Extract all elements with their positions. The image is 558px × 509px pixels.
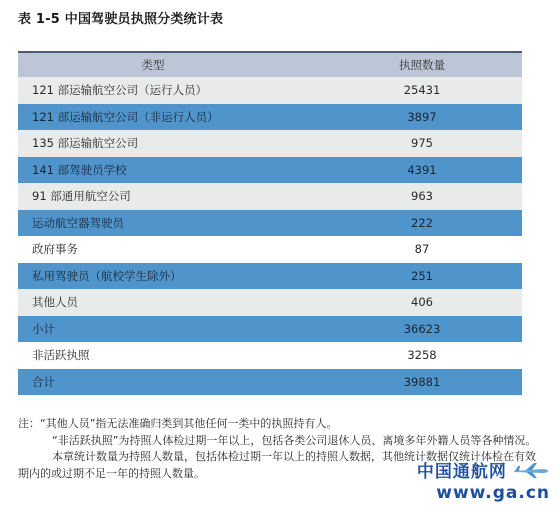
row-type: 其他人员 bbox=[32, 295, 78, 310]
row-type: 135 部运输航空公司 bbox=[32, 136, 139, 151]
row-type: 运动航空器驾驶员 bbox=[32, 215, 124, 230]
row-count: 4391 bbox=[407, 162, 437, 177]
row-type: 91 部通用航空公司 bbox=[32, 189, 131, 204]
table-header bbox=[18, 51, 522, 77]
note-inactive-licenses: “非活跃执照”为持照人体检过期一年以上，包括各类公司退休人员、离境多年外籍人员等各种情况。 bbox=[52, 433, 537, 447]
row-type: 小计 bbox=[32, 321, 55, 336]
row-count: 222 bbox=[411, 215, 433, 230]
table-row bbox=[18, 236, 522, 263]
table-row bbox=[18, 289, 522, 316]
row-type: 非活跃执照 bbox=[32, 348, 90, 363]
row-count: 3897 bbox=[407, 109, 437, 124]
table-row bbox=[18, 130, 522, 157]
table-row bbox=[18, 104, 522, 131]
header-type: 类型 bbox=[141, 58, 165, 72]
table-row bbox=[18, 210, 522, 237]
row-type: 121 部运输航空公司（非运行人员） bbox=[32, 109, 219, 124]
row-count: 36623 bbox=[403, 321, 441, 336]
row-type: 合计 bbox=[32, 374, 55, 389]
row-count: 39881 bbox=[403, 374, 441, 389]
airplane-icon bbox=[512, 461, 550, 483]
note-other-persons: 注：“其他人员”指无法准确归类到其他任何一类中的执照持有人。 bbox=[18, 417, 338, 430]
table-title: 表 1-5 中国驾驶员执照分类统计表 bbox=[18, 12, 224, 27]
row-count: 25431 bbox=[403, 83, 441, 98]
note-statistics-scope: 本章统计数量为持照人数量，包括体检过期一年以上的持照人数据，其他统计数据仅统计体检在有效期内的或过期不足一年的持照人数量。 bbox=[18, 450, 536, 480]
row-count: 87 bbox=[414, 242, 430, 257]
watermark bbox=[417, 457, 550, 504]
row-type: 私用驾驶员（航校学生除外） bbox=[32, 268, 182, 283]
row-count: 3258 bbox=[407, 348, 437, 363]
subtotal-row bbox=[18, 316, 522, 343]
row-type: 141 部驾驶员学校 bbox=[32, 162, 127, 177]
row-count: 975 bbox=[411, 136, 433, 151]
row-count: 251 bbox=[411, 268, 433, 283]
table-row bbox=[18, 183, 522, 210]
watermark-name: 中国通航网 bbox=[416, 461, 507, 482]
row-count: 963 bbox=[411, 189, 433, 204]
row-count: 406 bbox=[411, 295, 433, 310]
row-type: 121 部运输航空公司（运行人员） bbox=[32, 83, 208, 98]
row-type: 政府事务 bbox=[32, 242, 78, 257]
header-count: 执照数量 bbox=[399, 58, 445, 72]
table-row bbox=[18, 263, 522, 290]
table-row bbox=[18, 157, 522, 184]
table-row bbox=[18, 342, 522, 369]
watermark-url: www.ga.cn bbox=[436, 483, 550, 503]
total-row bbox=[18, 369, 522, 396]
table-row bbox=[18, 77, 522, 104]
license-table bbox=[18, 51, 522, 395]
